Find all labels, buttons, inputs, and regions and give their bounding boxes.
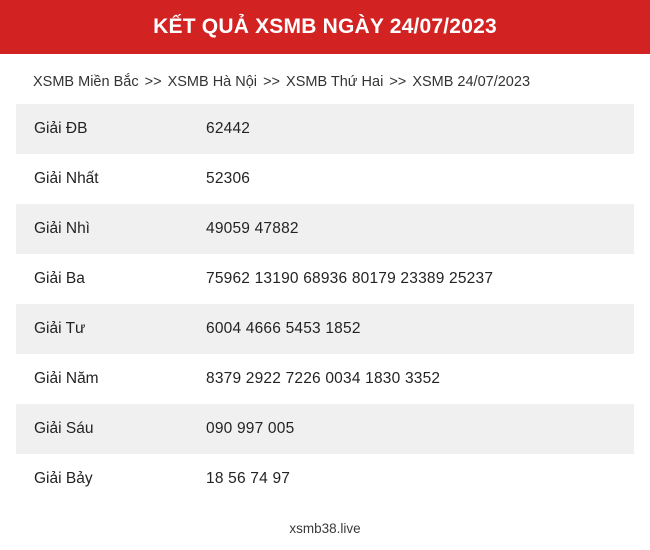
breadcrumb (0, 54, 650, 104)
prize-label: Giải ĐB (34, 120, 88, 137)
prize-numbers: 8379 2922 7226 0034 1830 3352 (206, 370, 441, 387)
results-table (16, 104, 634, 504)
table-row (16, 204, 634, 254)
table-row (16, 404, 634, 454)
prize-label: Giải Nhì (34, 220, 90, 237)
breadcrumb-separator: >> (144, 74, 162, 90)
prize-numbers: 49059 47882 (206, 220, 299, 237)
page-title: KẾT QUẢ XSMB NGÀY 24/07/2023 (153, 15, 497, 39)
prize-label: Giải Nhất (34, 170, 99, 187)
table-row (16, 354, 634, 404)
prize-label: Giải Ba (34, 270, 85, 287)
breadcrumb-separator: >> (389, 74, 407, 90)
page-header (0, 0, 650, 54)
prize-label: Giải Tư (34, 320, 86, 337)
breadcrumb-item-1[interactable]: XSMB Hà Nội (167, 74, 258, 90)
prize-numbers: 6004 4666 5453 1852 (206, 320, 361, 337)
table-row (16, 304, 634, 354)
table-row (16, 154, 634, 204)
table-row (16, 454, 634, 504)
breadcrumb-item-2[interactable]: XSMB Thứ Hai (286, 74, 384, 90)
prize-numbers: 090 997 005 (206, 420, 295, 437)
prize-numbers: 52306 (206, 170, 251, 187)
breadcrumb-item-3[interactable]: XSMB 24/07/2023 (412, 74, 531, 90)
prize-label: Giải Sáu (34, 420, 94, 437)
prize-label: Giải Năm (34, 370, 99, 387)
prize-numbers: 62442 (206, 120, 251, 137)
prize-numbers: 75962 13190 68936 80179 23389 25237 (206, 270, 494, 287)
breadcrumb-item-0[interactable]: XSMB Miền Bắc (33, 74, 139, 90)
breadcrumb-separator: >> (263, 74, 280, 90)
footer-site-name: xsmb38.live (289, 521, 361, 536)
table-row (16, 254, 634, 304)
table-row (16, 104, 634, 154)
prize-label: Giải Bảy (34, 470, 93, 487)
prize-numbers: 18 56 74 97 (206, 470, 291, 487)
